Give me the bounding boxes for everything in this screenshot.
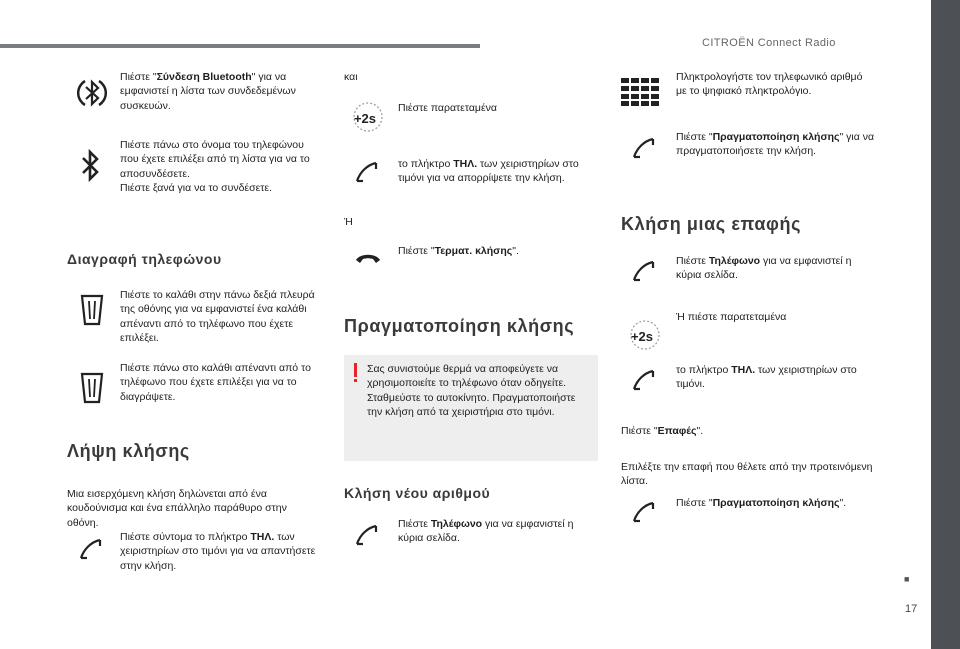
trash-icon	[80, 371, 104, 405]
col3-paragraph-1: Πληκτρολογήστε τον τηλεφωνικό αριθμό με το ψηφιακό πληκτρολόγιο.	[676, 71, 863, 98]
phone-handset-icon	[354, 523, 380, 549]
phone-handset-icon	[631, 368, 657, 394]
col1-paragraph-1: Πιέστε "Σύνδεση Bluetooth" για να εμφανιστεί η λίστα των συνδεδεμένων συσκευών.	[120, 71, 296, 112]
phone-handset-icon	[354, 160, 380, 186]
col3-paragraph-5: το πλήκτρο ΤΗΛ. των χειριστηρίων στο τιμόνι.	[676, 364, 857, 391]
col2-paragraph-4: Πιέστε Τηλέφωνο για να εμφανιστεί η κύρια σελίδα.	[398, 518, 574, 545]
col2-paragraph-3: Πιέστε "Τερματ. κλήσης".	[398, 245, 519, 257]
phone-handset-icon	[631, 259, 657, 285]
keypad-icon	[621, 78, 661, 106]
hang-up-icon	[354, 250, 382, 266]
warning-icon	[354, 363, 357, 377]
trash-icon	[80, 293, 104, 327]
col1-paragraph-6: Μια εισερχόμενη κλήση δηλώνεται από ένα κουδούνισμα και ένα επάλληλο παράθυρο στην οθόνη.	[67, 488, 287, 529]
col3-paragraph-3: Πιέστε Τηλέφωνο για να εμφανιστεί η κύρια σελίδα.	[676, 255, 852, 282]
phone-handset-icon	[78, 537, 104, 563]
phone-handset-icon	[631, 136, 657, 162]
warning-box	[344, 355, 598, 461]
page-header: CITROËN Connect Radio	[702, 37, 836, 49]
col1-paragraph-3: Πιέστε ξανά για να το συνδέσετε.	[120, 182, 273, 194]
bluetooth-search-icon	[72, 73, 112, 113]
long-press-2s-icon	[344, 100, 386, 134]
side-bar	[931, 0, 960, 649]
heading-delete-phone: Διαγραφή τηλεφώνου	[67, 251, 222, 267]
col2-paragraph-1: Πιέστε παρατεταμένα	[398, 102, 497, 114]
col1-paragraph-4: Πιέστε το καλάθι στην πάνω δεξιά πλευρά της οθόνης για να εμφανιστεί ένα καλάθι απέναντι από το τηλέφωνο που έχετε επιλέξει.	[120, 289, 315, 345]
col2-or: Ή	[344, 216, 353, 228]
heading-call-contact: Κλήση μιας επαφής	[621, 214, 802, 234]
badge-label: +2s	[353, 111, 377, 126]
heading-make-call: Πραγματοποίηση κλήσης	[344, 316, 575, 336]
phone-handset-icon	[631, 500, 657, 526]
heading-new-number: Κλήση νέου αριθμού	[344, 485, 491, 501]
heading-receive-call: Λήψη κλήσης	[67, 441, 190, 461]
page-end-marker: ■	[904, 574, 910, 584]
col1-paragraph-5: Πιέστε πάνω στο καλάθι απέναντι από το τηλέφωνο που έχετε επιλέξει για να το διαγράψετε.	[120, 362, 311, 403]
warning-text: Σας συνιστούμε θερμά να αποφεύγετε να χρησιμοποιείτε το τηλέφωνο όταν οδηγείτε. Σταθμεύστε το αυτοκίνητο. Πραγματοποιήστε την κλήση από τα χειριστήρια στο τιμόνι.	[367, 363, 576, 419]
col2-and: και	[344, 71, 358, 83]
col3-paragraph-4: Ή πιέστε παρατεταμένα	[676, 311, 787, 323]
page-number: 17	[905, 603, 918, 615]
col1-paragraph-7: Πιέστε σύντομα το πλήκτρο ΤΗΛ. των χειριστηρίων στο τιμόνι για να απαντήσετε στην κλήση.	[120, 531, 316, 572]
top-rule	[0, 44, 480, 48]
col3-paragraph-7: Επιλέξτε την επαφή που θέλετε από την προτεινόμενη λίστα.	[621, 461, 873, 488]
col3-paragraph-6: Πιέστε "Επαφές".	[621, 425, 704, 437]
long-press-2s-icon	[621, 318, 663, 352]
bluetooth-icon	[80, 148, 102, 184]
col2-paragraph-2: το πλήκτρο ΤΗΛ. των χειριστηρίων στο τιμόνι για να απορρίψετε την κλήση.	[398, 158, 579, 185]
col1-paragraph-2: Πιέστε πάνω στο όνομα του τηλεφώνου που έχετε επιλέξει από τη λίστα για να το αποσυνδέσετε.	[120, 139, 310, 180]
badge-label: +2s	[630, 329, 654, 344]
col3-paragraph-8: Πιέστε "Πραγματοποίηση κλήσης".	[676, 497, 847, 509]
col3-paragraph-2: Πιέστε "Πραγματοποίηση κλήσης" για να πραγματοποιήσετε την κλήση.	[676, 131, 875, 158]
